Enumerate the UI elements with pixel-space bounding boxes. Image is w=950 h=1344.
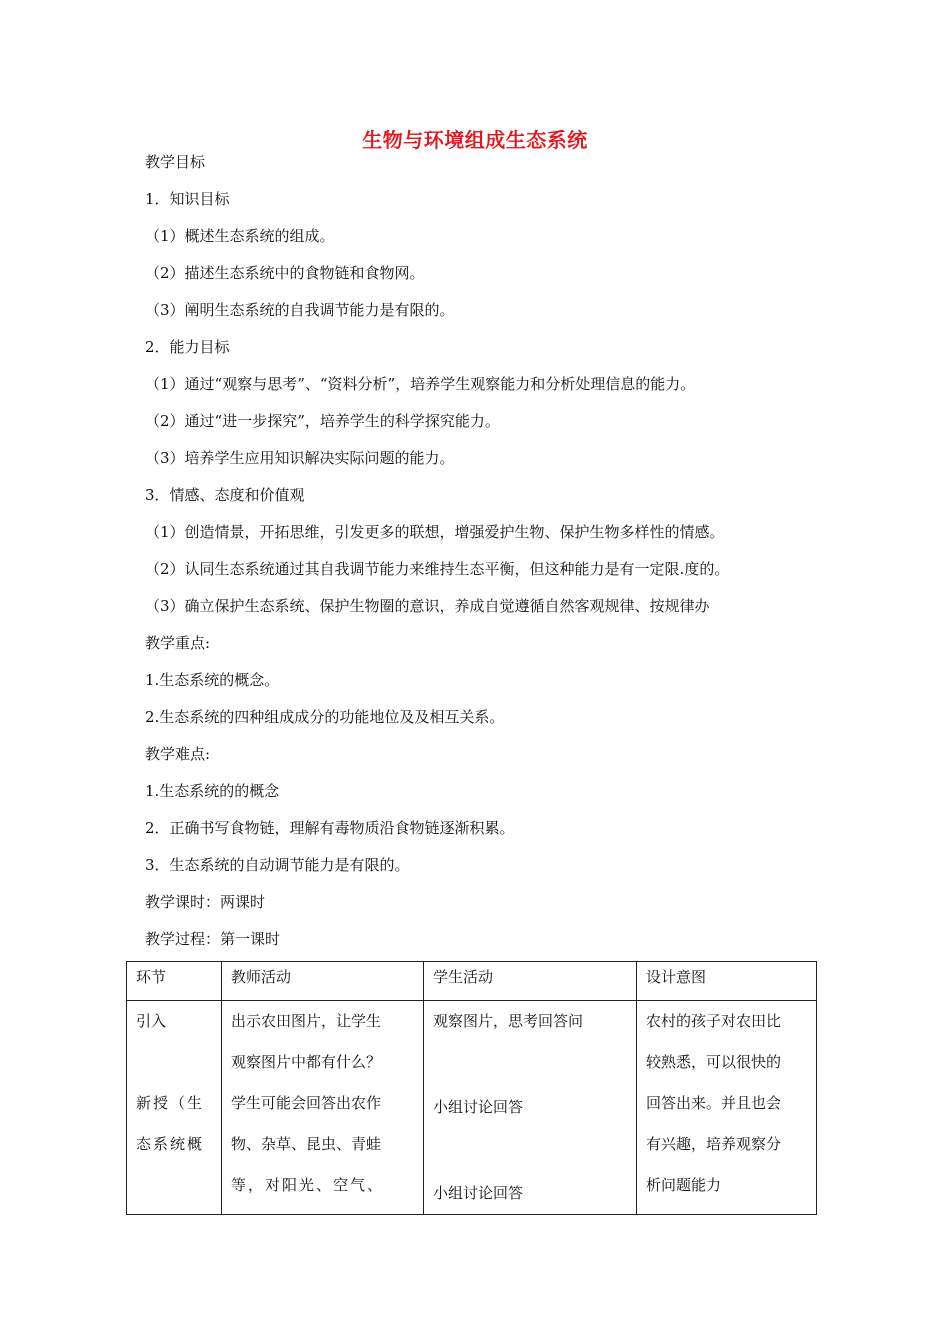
- difficulty-item: 2．正确书写食物链，理解有毒物质沿食物链逐渐积累。: [145, 819, 515, 837]
- table-header-cell: 教师活动: [222, 962, 424, 1001]
- cell-text: 较熟悉，可以很快的: [646, 1053, 782, 1071]
- emotion-goal-item: （2）认同生态系统通过其自我调节能力来维持生态平衡，但这种能力是有一定限.度的。: [145, 560, 730, 578]
- difficulty-item: 3．生态系统的自动调节能力是有限的。: [145, 856, 410, 874]
- ability-goal-item: （3）培养学生应用知识解决实际问题的能力。: [145, 449, 455, 467]
- table-header-cell: 学生活动: [424, 962, 637, 1001]
- cell-text: 农村的孩子对农田比: [646, 1012, 782, 1030]
- emotion-goal-item: （1）创造情景，开拓思维，引发更多的联想，增强爱护生物、保护生物多样性的情感。: [145, 523, 725, 541]
- knowledge-goal-item: （2）描述生态系统中的食物链和食物网。: [145, 264, 425, 282]
- table-header-cell: 环节: [127, 962, 222, 1001]
- cell-text: 观察图片，思考回答问: [433, 1012, 584, 1030]
- table-cell-student: [424, 1001, 637, 1215]
- cell-text: 有兴趣，培养观察分: [646, 1135, 782, 1153]
- document-title: 生物与环境组成生态系统: [362, 128, 588, 152]
- cell-text: 出示农田图片，让学生: [231, 1012, 382, 1030]
- difficulty-item: 1.生态系统的的概念: [145, 782, 280, 800]
- ability-goal-heading: 2．能力目标: [145, 338, 230, 356]
- cell-text: 观察图片中都有什么？: [231, 1053, 382, 1071]
- lesson-table: [126, 961, 817, 1215]
- difficulty-heading: 教学难点:: [145, 745, 211, 763]
- knowledge-goal-item: （3）阐明生态系统的自我调节能力是有限的。: [145, 301, 455, 319]
- cell-text: 物、杂草、昆虫、青蛙: [231, 1135, 382, 1153]
- cell-text: 析问题能力: [646, 1176, 722, 1194]
- knowledge-goal-heading: 1．知识目标: [145, 190, 230, 208]
- cell-text: 引入: [136, 1012, 167, 1030]
- key-point-item: 2.生态系统的四种组成成分的功能地位及及相互关系。: [145, 708, 505, 726]
- class-hours: 教学课时：两课时: [145, 893, 266, 911]
- table-cell-stage: [127, 1001, 222, 1215]
- ability-goal-item: （1）通过“观察与思考”、“资料分析”，培养学生观察能力和分析处理信息的能力。: [145, 375, 696, 393]
- table-row: [127, 1001, 817, 1215]
- cell-text: 小组讨论回答: [433, 1098, 524, 1116]
- knowledge-goal-item: （1）概述生态系统的组成。: [145, 227, 335, 245]
- section-heading-objectives: 教学目标: [145, 153, 206, 171]
- cell-text: 态系统概: [136, 1135, 205, 1153]
- table-header-cell: 设计意图: [637, 962, 817, 1001]
- cell-text: 小组讨论回答: [433, 1184, 524, 1202]
- ability-goal-item: （2）通过“进一步探究”，培养学生的科学探究能力。: [145, 412, 500, 430]
- table-cell-teacher: [222, 1001, 424, 1215]
- cell-text: 学生可能会回答出农作: [231, 1094, 382, 1112]
- table-cell-intent: [637, 1001, 817, 1215]
- key-point-item: 1.生态系统的概念。: [145, 671, 280, 689]
- cell-text: 等，对阳光、空气、: [231, 1176, 385, 1194]
- teaching-process: 教学过程：第一课时: [145, 930, 281, 948]
- key-points-heading: 教学重点:: [145, 634, 211, 652]
- table-header-row: [127, 962, 817, 1001]
- cell-text: 新授（生: [136, 1094, 205, 1112]
- emotion-goal-heading: 3．情感、态度和价值观: [145, 486, 305, 504]
- cell-text: 回答出来。并且也会: [646, 1094, 782, 1112]
- emotion-goal-item: （3）确立保护生态系统、保护生物圈的意识，养成自觉遵循自然客观规律、按规律办: [145, 597, 710, 615]
